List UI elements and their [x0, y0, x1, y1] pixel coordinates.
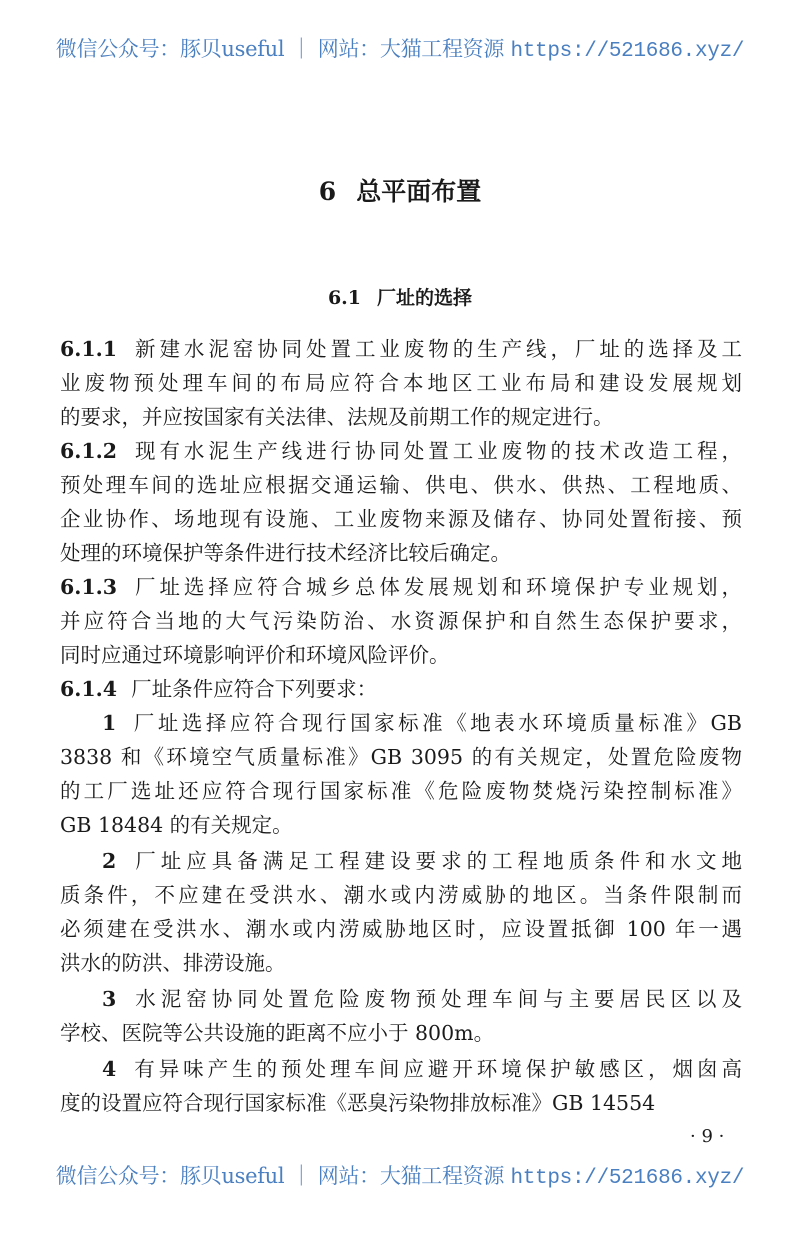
clause [60, 332, 742, 434]
list-item [60, 706, 742, 842]
watermark-bottom [0, 1160, 800, 1190]
text-line [60, 1086, 742, 1120]
text-line [60, 774, 742, 808]
clause-number: 6.1.3 [60, 575, 118, 599]
line-text: 质条件，不应建在受洪水、潮水或内涝威胁的地区。当条件限制而 [60, 883, 742, 907]
text-line [60, 468, 742, 502]
text-line [60, 536, 742, 570]
text-line [60, 706, 742, 740]
watermark-text: 微信公众号：豚贝useful ｜ 网站：大猫工程资源 [55, 37, 511, 61]
list-item [60, 982, 742, 1050]
list-item [60, 1052, 742, 1120]
line-text: 处理的环境保护等条件进行技术经济比较后确定。 [60, 541, 511, 565]
text-line [60, 638, 742, 672]
text-line [60, 502, 742, 536]
line-text: 度的设置应符合现行国家标准《恶臭污染物排放标准》GB 14554 [60, 1091, 656, 1115]
line-text: 厂址条件应符合下列要求： [131, 677, 378, 701]
watermark-top [0, 33, 800, 63]
clause-number: 6.1.4 [60, 677, 118, 701]
text-line [60, 808, 742, 842]
text-line [60, 1016, 742, 1050]
chapter-title-text: 总平面布置 [356, 177, 482, 206]
text-line [60, 982, 742, 1016]
text-line [60, 740, 742, 774]
clause-number: 6.1.2 [60, 439, 118, 463]
text-line [60, 912, 742, 946]
line-text: 企业协作、场地现有设施、工业废物来源及储存、协同处置衔接、预 [60, 507, 742, 531]
line-text: 的要求，并应按国家有关法律、法规及前期工作的规定进行。 [60, 405, 614, 429]
item-number: 3 [102, 987, 117, 1011]
text-line [60, 878, 742, 912]
watermark-url: https://521686.xyz/ [510, 40, 745, 63]
line-text: 洪水的防洪、排涝设施。 [60, 951, 286, 975]
line-text: 有异味产生的预处理车间应避开环境保护敏感区，烟囱高 [130, 1057, 742, 1081]
text-line [60, 570, 742, 604]
text-line [60, 946, 742, 980]
list-item [60, 844, 742, 980]
section-number: 6.1 [327, 287, 362, 309]
watermark-text: 微信公众号：豚贝useful ｜ 网站：大猫工程资源 [55, 1164, 511, 1188]
body-text [60, 332, 742, 1120]
text-line [60, 604, 742, 638]
line-text: 预处理车间的选址应根据交通运输、供电、供水、供热、工程地质、 [60, 473, 742, 497]
page-number: · 9 · [690, 1126, 725, 1147]
text-line [60, 366, 742, 400]
line-text: 并应符合当地的大气污染防治、水资源保护和自然生态保护要求， [60, 609, 742, 633]
text-line [60, 1052, 742, 1086]
line-text: GB 18484 的有关规定。 [60, 813, 293, 837]
line-text: 新建水泥窑协同处置工业废物的生产线，厂址的选择及工 [131, 337, 742, 361]
line-text: 同时应通过环境影响评价和环境风险评价。 [60, 643, 450, 667]
line-text: 水泥窑协同处置危险废物预处理车间与主要居民区以及 [130, 987, 742, 1011]
line-text: 厂址选择应符合现行国家标准《地表水环境质量标准》GB [130, 711, 742, 735]
item-number: 1 [102, 711, 117, 735]
item-number: 2 [102, 849, 117, 873]
text-line [60, 400, 742, 434]
item-number: 4 [102, 1057, 117, 1081]
line-text: 厂址应具备满足工程建设要求的工程地质条件和水文地 [130, 849, 742, 873]
clause-number: 6.1.1 [60, 337, 118, 361]
clause [60, 434, 742, 570]
line-text: 必须建在受洪水、潮水或内涝威胁地区时，应设置抵御 100 年一遇 [60, 917, 742, 941]
chapter-number: 6 [318, 177, 337, 206]
clause [60, 672, 742, 706]
line-text: 学校、医院等公共设施的距离不应小于 800m。 [60, 1021, 495, 1045]
text-line [60, 844, 742, 878]
line-text: 业废物预处理车间的布局应符合本地区工业布局和建设发展规划 [60, 371, 742, 395]
section-title: 厂址的选择 [377, 287, 473, 309]
line-text: 3838 和《环境空气质量标准》GB 3095 的有关规定，处置危险废物 [60, 745, 742, 769]
text-line [60, 434, 742, 468]
line-text: 现有水泥生产线进行协同处置工业废物的技术改造工程， [131, 439, 742, 463]
line-text: 的工厂选址还应符合现行国家标准《危险废物焚烧污染控制标准》 [60, 779, 742, 803]
section-heading [0, 283, 800, 310]
text-line [60, 672, 742, 706]
text-line [60, 332, 742, 366]
watermark-url: https://521686.xyz/ [510, 1167, 745, 1190]
clause [60, 570, 742, 672]
line-text: 厂址选择应符合城乡总体发展规划和环境保护专业规划， [131, 575, 742, 599]
chapter-title [0, 172, 800, 208]
